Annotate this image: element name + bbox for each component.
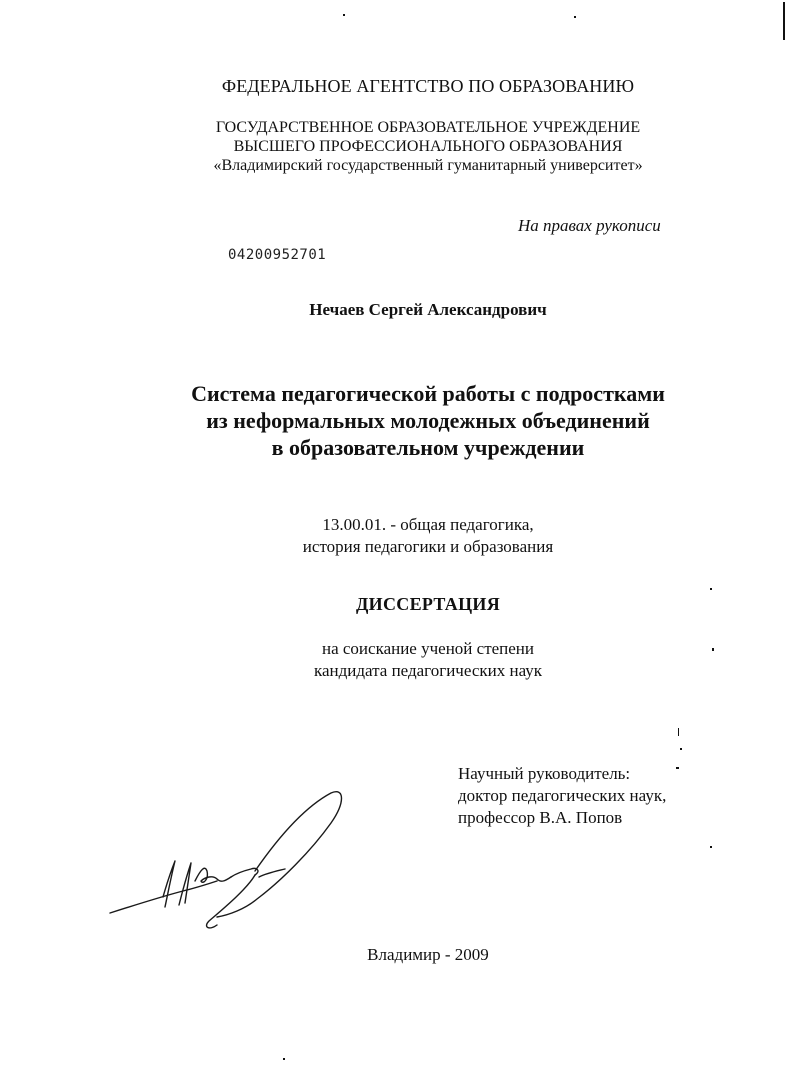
scan-speck [343,14,345,16]
institution-line: ВЫСШЕГО ПРОФЕССИОНАЛЬНОГО ОБРАЗОВАНИЯ [233,138,623,155]
handwritten-signature [105,785,350,935]
title-line: в образовательном учреждении [271,435,585,460]
scan-speck [283,1058,285,1060]
degree-line: кандидата педагогических наук [313,661,543,680]
degree-block [0,638,793,682]
scan-speck [680,748,682,750]
specialty-line: история педагогики и образования [302,537,554,556]
signature-stroke [163,861,175,907]
scan-speck [676,767,679,769]
manuscript-note: На правах рукописи [518,216,661,235]
university-name: «Владимирский государственный гуманитарный университет» [213,157,643,174]
specialty-line: 13.00.01. - общая педагогика, [322,515,534,534]
scan-speck [710,846,712,848]
title-line: Система педагогической работы с подростками [191,381,665,406]
dissertation-title [0,380,793,461]
signature-stroke [207,875,255,928]
supervisor-degree: доктор педагогических наук, [458,786,667,805]
supervisor-label: Научный руководитель: [458,764,631,783]
scan-edge-mark [783,2,785,40]
supervisor-name: профессор В.А. Попов [458,808,623,827]
supervisor-block [458,763,666,829]
institution-block [0,118,793,175]
title-line: из неформальных молодежных объединений [206,408,650,433]
scan-speck [710,588,712,590]
city-year: Владимир - 2009 [367,945,489,964]
signature-stroke [259,869,285,877]
author-name: Нечаев Сергей Александрович [309,300,547,319]
serial-number: 04200952701 [228,247,327,263]
specialty-block [0,514,793,558]
signature-stroke [179,863,191,905]
signature-stroke [217,792,342,917]
scan-speck [574,16,576,18]
institution-line: ГОСУДАРСТВЕННОЕ ОБРАЗОВАТЕЛЬНОЕ УЧРЕЖДЕНИЕ [215,119,641,136]
document-type: ДИССЕРТАЦИЯ [355,594,500,614]
signature-stroke [195,868,231,882]
scan-speck [678,728,679,736]
agency-name: ФЕДЕРАЛЬНОЕ АГЕНТСТВО ПО ОБРАЗОВАНИЮ [221,76,635,96]
degree-line: на соискание ученой степени [321,639,535,658]
